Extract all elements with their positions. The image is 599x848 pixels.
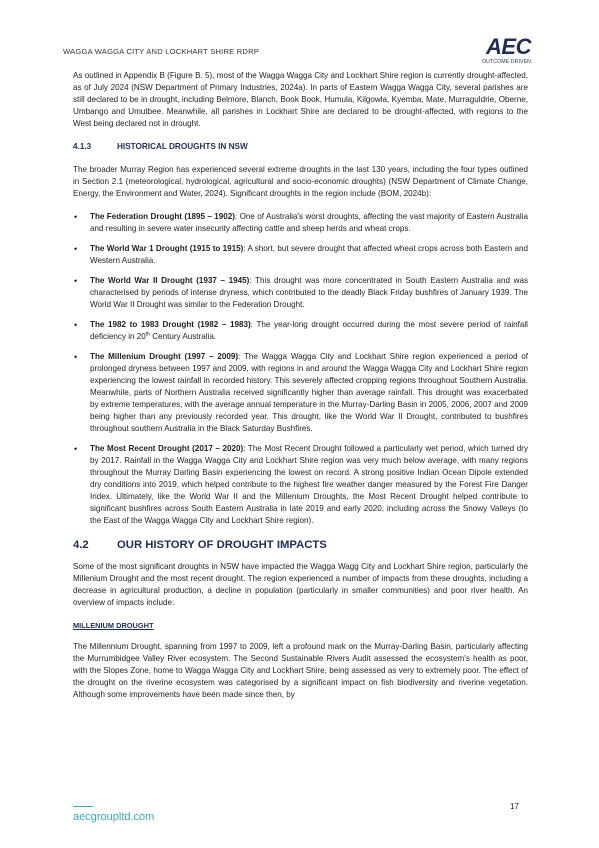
list-item bbox=[73, 243, 528, 267]
drought-description: : The Most Recent Drought followed a particularly wet period, which turned dry by 2017. Rainfall in the Wagga Wagga City and Lockhart Shire region was very much below average, with many regions throughout the Murray Darling Basin experiencing the lowest on record. A strong positive Indian Ocean Dipole extended dry conditions into 2019, which helped contribute to the highest fire weather danger measured by the Forest Fire Danger Index. Ultimately, like the World War II and the Millenium Droughts, the Most Recent Drought helped contribute to significant bushfires across South Eastern Australia in late 2019 and early 2020, including across the Snowy Valleys (to the East of the Wagga Wagga City and Lockhart Shire region). bbox=[90, 444, 529, 525]
section-intro: Some of the most significant droughts in NSW have impacted the Wagga Wagg City and Lockhart Shire region, particularly the Millenium Drought and the most recent drought. The region experienced a number of impacts from these droughts, including a decrease in agricultural production, a decline in population (particularly in smaller communities) and poor river health. An overview of impacts include: bbox=[73, 562, 528, 607]
logo-mark: AEC bbox=[486, 34, 531, 59]
aec-logo bbox=[471, 34, 533, 68]
page-header bbox=[63, 34, 533, 70]
drought-description: : This drought was more concentrated in South Eastern Australia and was characterised by periods of intense dryness, which contributed to the deadly Black Friday bushfires of January 1939. The World War II Drought was similar to the Federation Drought. bbox=[90, 276, 528, 309]
logo-tagline: OUTCOME DRIVEN bbox=[482, 59, 531, 65]
section-number: 4.2 bbox=[73, 539, 89, 551]
drought-description-end: Century Australia. bbox=[149, 332, 217, 341]
drought-list bbox=[73, 211, 528, 527]
section-title: OUR HISTORY OF DROUGHT IMPACTS bbox=[117, 539, 327, 551]
superscript: th bbox=[145, 331, 150, 338]
section-intro: The broader Murray Region has experienced several extreme droughts in the last 130 years, including the four types outlined in Section 2.1 (meteorological, hydrological, agricultural and socio-economic droughts) (NSW Department of Climate Change, Energy, the Environment and Water, 2024). Significant droughts in the region include (BOM, 2024b): bbox=[73, 165, 528, 198]
bullet-icon: • bbox=[74, 444, 78, 454]
section-number: 4.1.3 bbox=[73, 142, 92, 151]
drought-name: The 1982 to 1983 Drought (1982 – 1983) bbox=[90, 320, 251, 329]
drought-description: : The year-long drought occurred during the most severe period of rainfall deficiency in 20 bbox=[90, 320, 528, 341]
page-content bbox=[73, 70, 528, 712]
list-item bbox=[73, 351, 528, 435]
drought-description: : The Wagga Wagga City and Lockhart Shire region experienced a period of prolonged dryness between 1997 and 2009, with regions in and around the Wagga Wagga City and Lockhart Shire region experiencing the lowest rainfall in recorded history. This severely affected cropping regions throughout Southern Australia. Meanwhile, parts of Northern Australia received significantly higher than average rainfall. This drought was exacerbated by extreme temperatures, with the average annual temperature in the Murray-Darling Basin in 2005, 2006, 2007 and 2009 being higher than any previously recorded year. This drought, like the World War II Drought, contributed to bushfires throughout southern Australia in the Black Saturday Bushfires. bbox=[90, 352, 529, 433]
list-item bbox=[73, 211, 528, 235]
drought-name: The World War 1 Drought (1915 to 1915) bbox=[90, 244, 244, 253]
drought-name: The Millenium Drought (1997 – 2009) bbox=[90, 352, 239, 361]
drought-name: The Most Recent Drought (2017 – 2020) bbox=[90, 444, 244, 453]
subheading-millenium-drought: MILLENIUM DROUGHT bbox=[73, 621, 154, 630]
intro-paragraph: As outlined in Appendix B (Figure B. 5), most of the Wagga Wagga City and Lockhart Shire region is currently drought-affected, as of July 2024 (NSW Department of Primary Industries, 2024a). In parts of Eastern Wagga Wagga City, several parishes are still declared to be in drought, including Belmore, Blanch, Book Book, Humula, Kilgowla, Kyemba, Mate, Murraguldrie, Oberne, Umbango and Umutbee. Meanwhile, all parishes in Lockhart Shire are declared to be drought-affected, with regions to the West being declared not in drought. bbox=[73, 71, 528, 128]
list-item bbox=[73, 319, 528, 343]
section-title: HISTORICAL DROUGHTS IN NSW bbox=[117, 142, 248, 151]
drought-description: : One of Australia's worst droughts, affecting the vast majority of Eastern Australia and resulting in severe water insecurity affecting cattle and sheep herds and wheat crops. bbox=[90, 212, 528, 233]
list-item bbox=[73, 443, 528, 527]
bullet-icon: • bbox=[74, 212, 78, 222]
bullet-icon: • bbox=[74, 320, 78, 330]
page-number: 17 bbox=[510, 802, 519, 811]
drought-name: The Federation Drought (1895 – 1902) bbox=[90, 212, 235, 221]
bullet-icon: • bbox=[74, 276, 78, 286]
bullet-icon: • bbox=[74, 352, 78, 362]
section-heading-4-2 bbox=[73, 539, 528, 551]
drought-name: The World War II Drought (1937 – 1945) bbox=[90, 276, 250, 285]
footer-divider bbox=[73, 806, 93, 807]
list-item bbox=[73, 275, 528, 311]
footer-url[interactable]: aecgroupltd.com bbox=[73, 811, 155, 823]
document-title: WAGGA WAGGA CITY AND LOCKHART SHIRE RDRP bbox=[63, 47, 260, 56]
bullet-icon: • bbox=[74, 244, 78, 254]
section-heading-4-1-3 bbox=[73, 141, 528, 153]
drought-description: : A short, but severe drought that affected wheat crops across both Eastern and Western Australia. bbox=[90, 244, 528, 265]
millenium-body: The Millennium Drought, spanning from 1997 to 2009, left a profound mark on the Murray-Darling Basin, particularly affecting the Murrumbidgee Valley River ecosystem. The Second Sustainable Rivers Audit assessed the ecosystem's health as poor, with the Slopes Zone, home to Wagga Wagga City and Lockhart Shire, being assessed as very to extremely poor. The effect of the drought on the riverine ecosystem was categorised by a significant impact on fish biodiversity and riverine vegetation. Although some improvements have been made since then, by bbox=[73, 642, 528, 699]
